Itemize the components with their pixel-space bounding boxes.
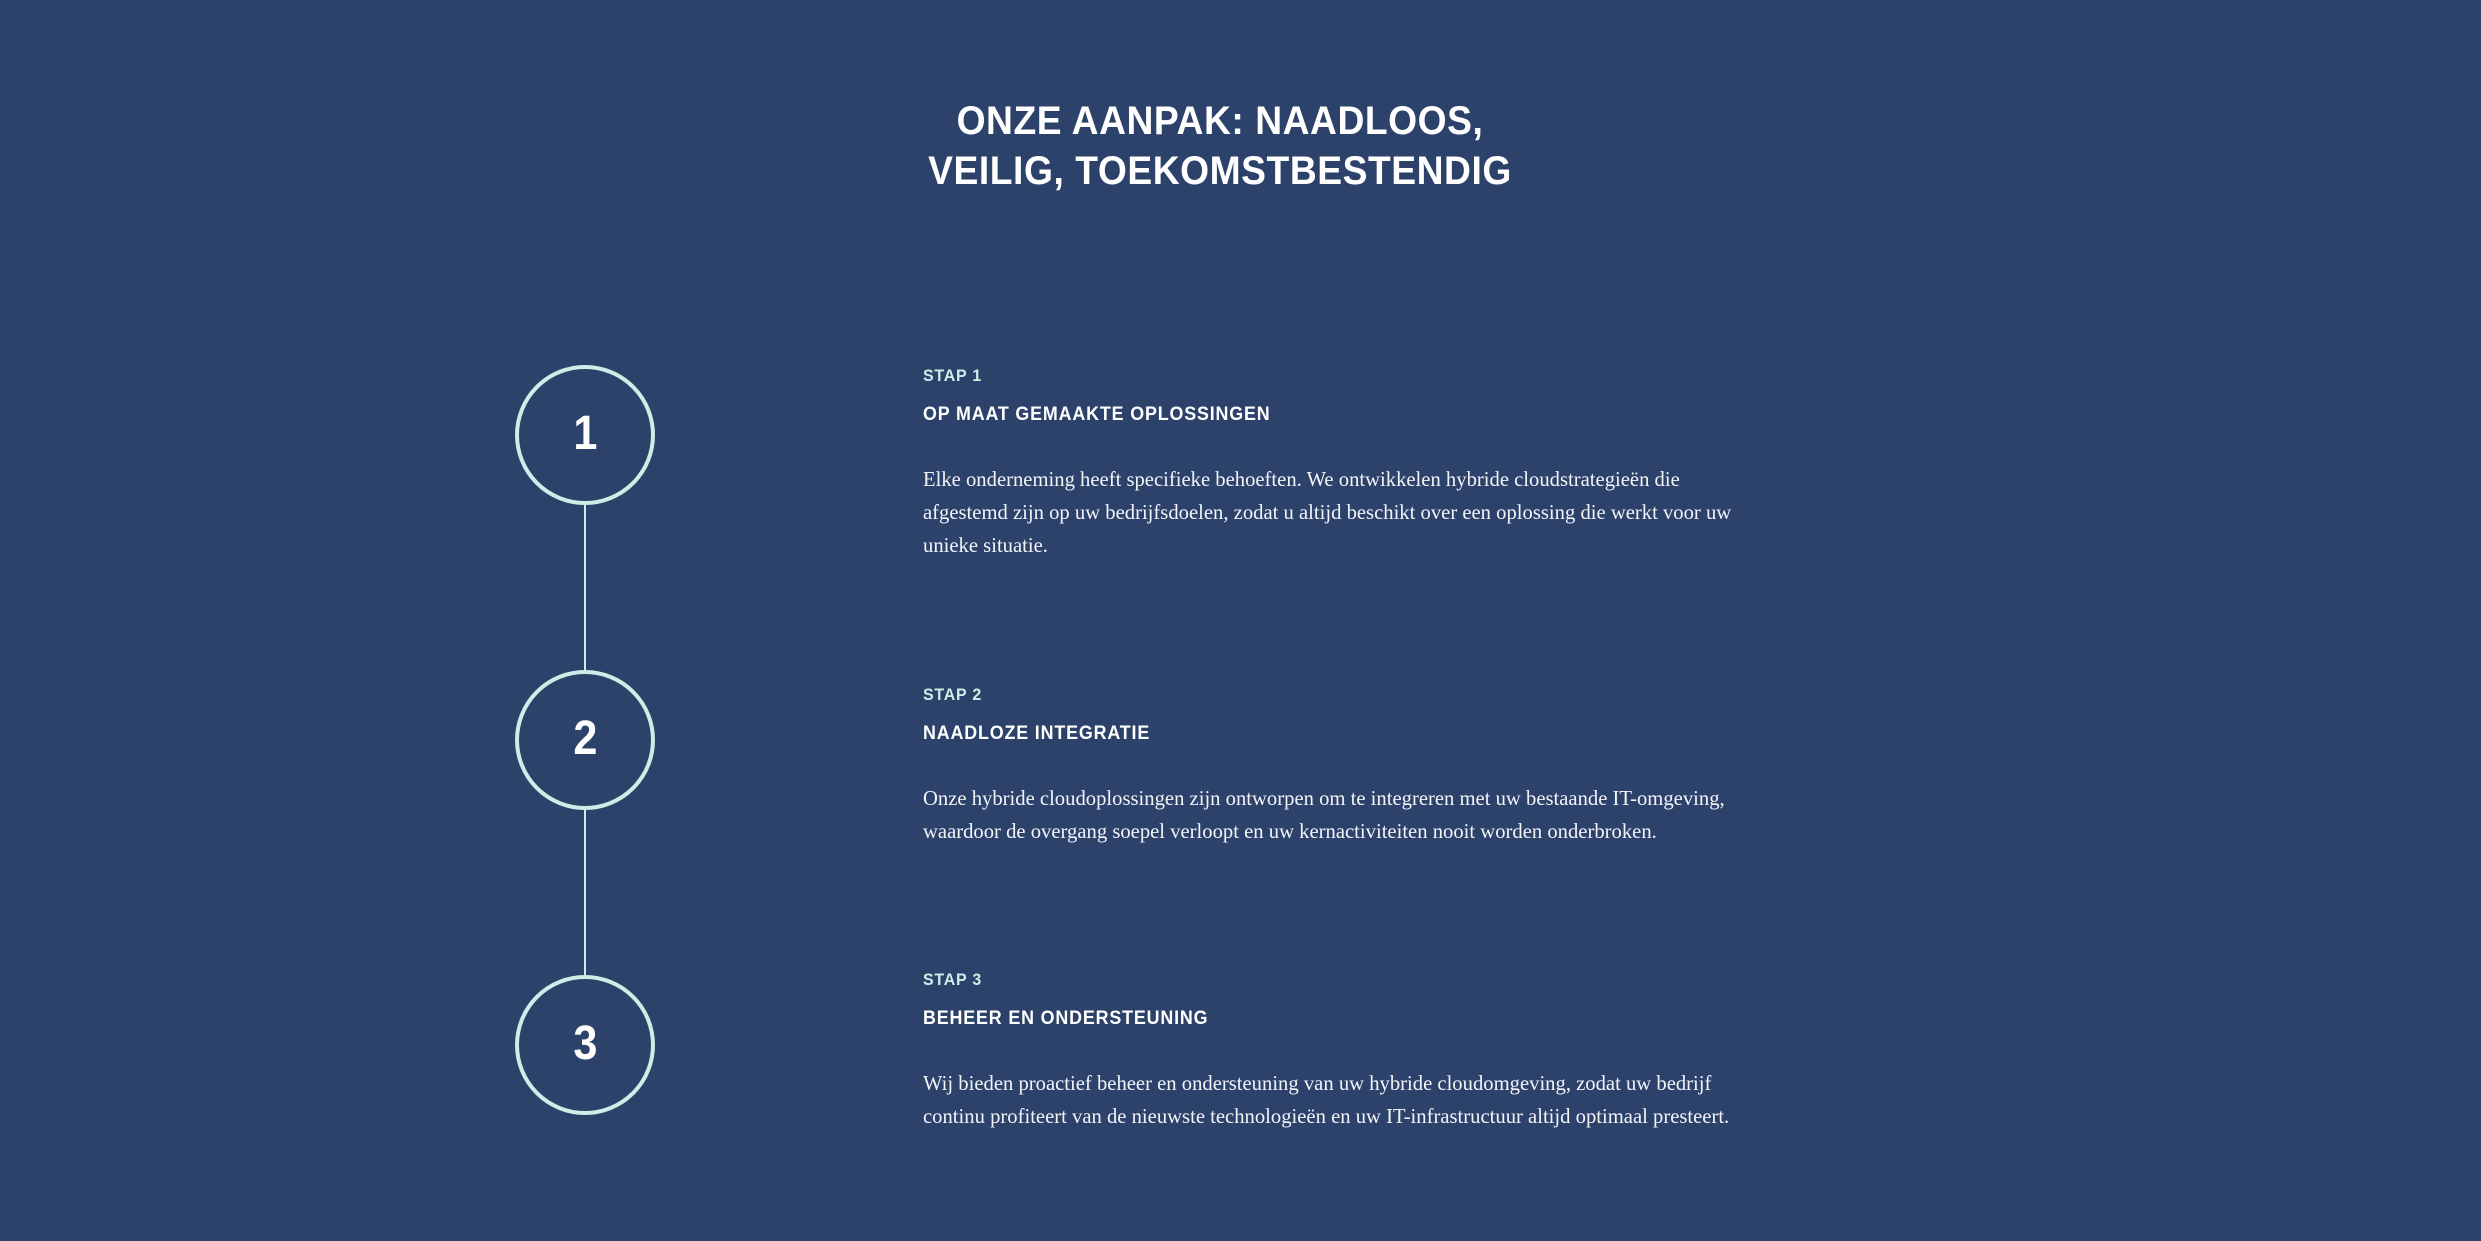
timeline-marker-1 xyxy=(515,365,655,505)
page-title-line-1: ONZE AANPAK: NAADLOOS, xyxy=(956,99,1484,143)
step-item xyxy=(923,969,1783,1133)
timeline-marker-3 xyxy=(515,975,655,1115)
timeline-connector-2 xyxy=(584,810,586,975)
step-item xyxy=(923,365,1783,562)
step-heading: BEHEER EN ONDERSTEUNING xyxy=(923,1008,1209,1029)
step-body-text: Onze hybride cloudoplossingen zijn ontworpen om te integreren met uw bestaande IT-omgeving, waardoor de overgang soepel verloopt en uw kernactiviteiten nooit worden onderbroken. xyxy=(923,786,1725,843)
steps-column xyxy=(923,365,1783,1133)
step-heading: OP MAAT GEMAAKTE OPLOSSINGEN xyxy=(923,404,1271,425)
page-title-line-2: VEILIG, TOEKOMSTBESTENDIG xyxy=(928,149,1512,193)
step-eyebrow-label: STAP 2 xyxy=(923,685,982,704)
step-body-text: Wij bieden proactief beheer en ondersteuning van uw hybride cloudomgeving, zodat uw bedrijf continu profiteert van de nieuwste technologieën en uw IT-infrastructuur altijd optimaal presteert. xyxy=(923,1071,1730,1128)
timeline-connector-1 xyxy=(584,505,586,670)
step-body-text: Elke onderneming heeft specifieke behoeften. We ontwikkelen hybride cloudstrategieën die afgestemd zijn op uw bedrijfsdoelen, zodat u altijd beschikt over een oplossing die werkt voor uw unieke situatie. xyxy=(923,467,1732,557)
timeline-marker-number: 2 xyxy=(572,712,598,765)
timeline-marker-2 xyxy=(515,670,655,810)
timeline-marker-number: 3 xyxy=(572,1017,598,1070)
step-eyebrow-label: STAP 1 xyxy=(923,366,982,385)
step-eyebrow-label: STAP 3 xyxy=(923,970,982,989)
step-heading: NAADLOZE INTEGRATIE xyxy=(923,723,1151,744)
timeline-rail xyxy=(515,365,665,1165)
step-item xyxy=(923,684,1783,848)
timeline-marker-number: 1 xyxy=(572,407,598,460)
page-title xyxy=(0,96,2440,196)
